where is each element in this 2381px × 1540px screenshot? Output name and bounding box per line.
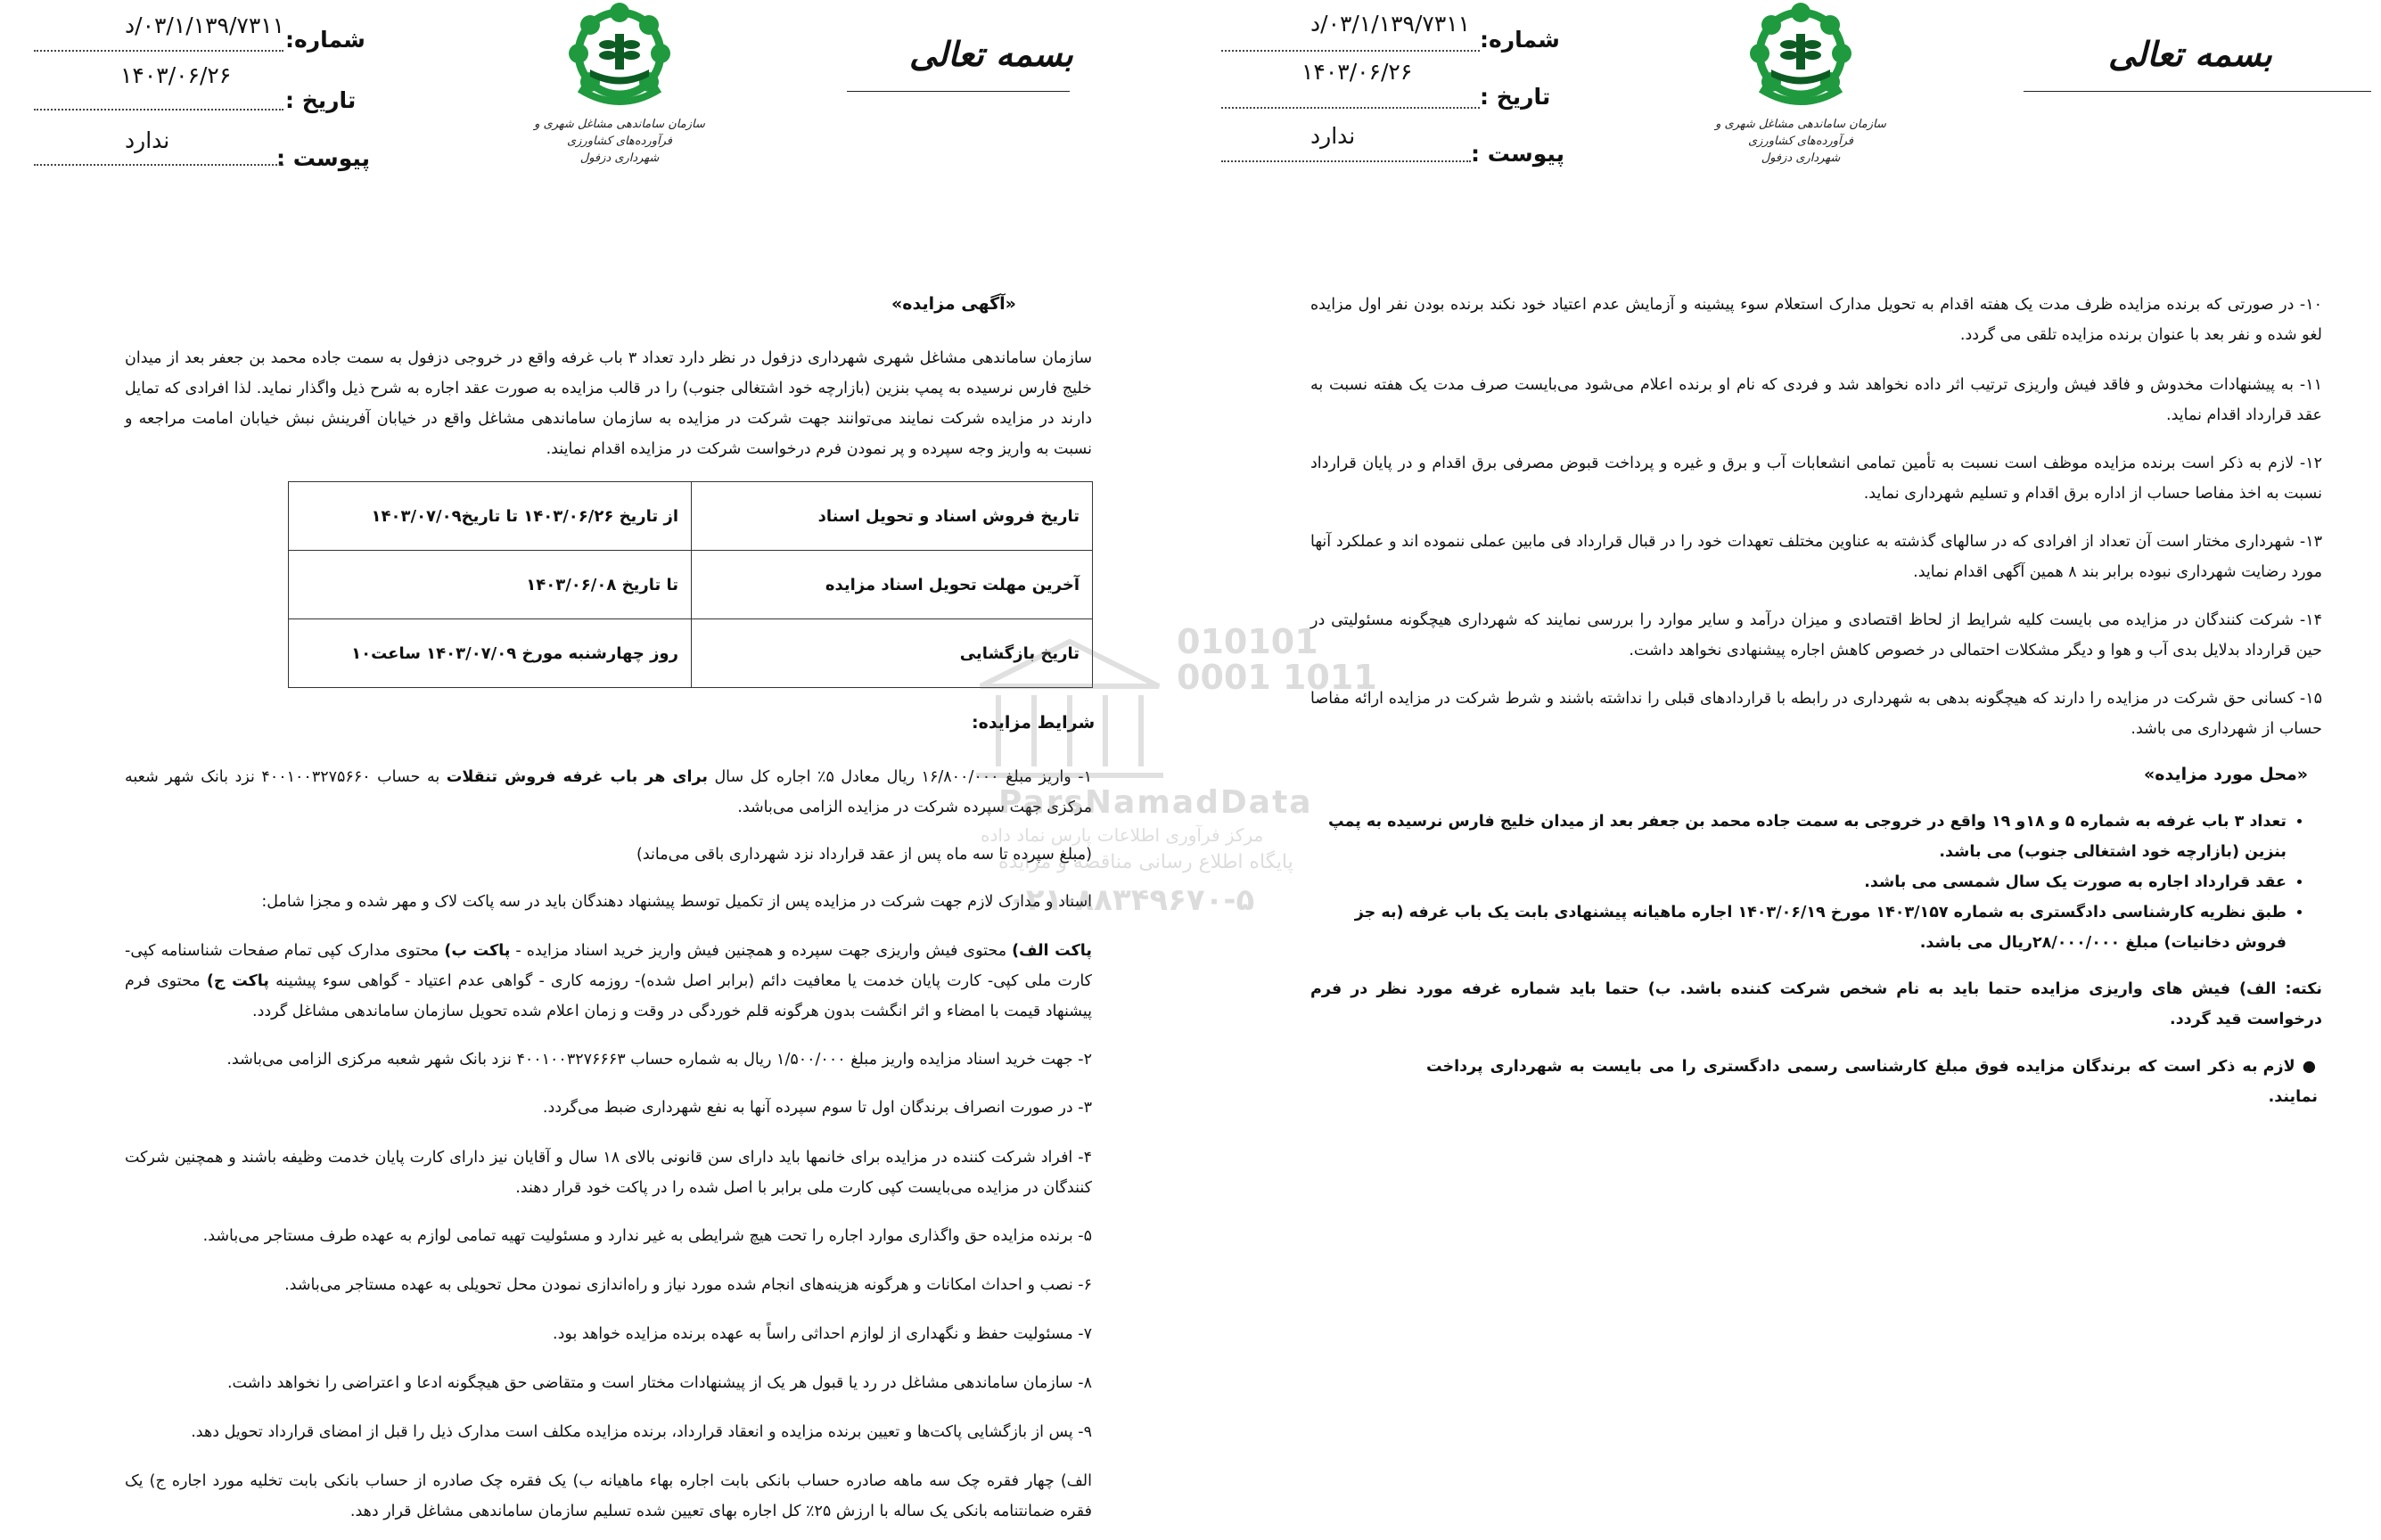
attachment-value: ندارد <box>1310 123 1356 149</box>
bullet-icon: ● <box>2302 1058 2319 1076</box>
attachment-label: پیوست : <box>276 145 371 171</box>
org-name-line2: شهرداری دزفول <box>579 152 660 165</box>
list-item: • عقد قرارداد اجاره به صورت یک سال شمسی می باشد. <box>1310 867 2287 897</box>
list-item: • تعداد ۳ باب غرفه به شماره ۵ و ۱۸و ۱۹ واقع در خروجی به سمت جاده محمد بن جعفر بعد از میدان خلیج فارس نرسیده به پمپ بنزین (بازارچه خود اشتغالی جنوب) می باشد. <box>1310 807 2287 867</box>
condition-9-details: الف) چهار فقره چک سه ماهه صادره حساب بانکی بابت اجاره بهاء ماهیانه ب) یک فقره چک صادره از حساب بانکی بابت تخلیه مورد اجاره ج) یک فقره ضمانتنامه بانکی یک ساله با ارزش ۲۵٪ کل اجاره بهای تعیین شده تسلیم سازمان ساماندهی مشاغل قرار دهد. <box>125 1472 1092 1520</box>
condition-10: ۱۰- در صورتی که برنده مزایده ظرف مدت یک هفته اقدام به تحویل مدارک استعلام سوء پیشینه و آزمایش عدم اعتیاد خود نکند برنده بودن نفر اول مزایده لغو شده و نفر بعد با عنوان برنده مزایده تلقی می گردد. <box>1310 296 2322 344</box>
logo-emblem-icon <box>1707 0 1894 116</box>
watermark-phone: ۰۲۱-۸۸۳۴۹۶۷۰-۵ <box>1007 882 1255 918</box>
number-label: شماره: <box>1480 27 1560 53</box>
condition-1-highlight: برای هر باب غرفه فروش تنقلات <box>446 768 708 786</box>
conditions-title: شرایط مزایده: <box>972 713 1096 733</box>
date-label: تاریخ : <box>285 87 357 113</box>
bismillah-heading: بسمه تعالی <box>2108 34 2272 74</box>
envelope-b-text: محتوی مدارک کپی تمام صفحات شناسنامه کپی- کارت ملی کپی- کارت پایان خدمت یا معافیت دائم (برابر اصل شده)- روزمه کاری - گواهی عدم اعتیاد - گواهی سوء پیشینه <box>125 942 1092 990</box>
note-text: نکته: الف) فیش های واریزی مزایده حتما باید به نام شخص شرکت کننده باشد. ب) حتما باید شماره غرفه مورد نظر در فرم درخواست قید گردد. <box>1310 980 2322 1028</box>
schedule-value: از تاریخ ۱۴۰۳/۰۶/۲۶ تا تاریخ۱۴۰۳/۰۷/۰۹ <box>289 482 692 551</box>
condition-5: ۵- برنده مزایده حق واگذاری موارد اجاره را تحت هیچ شرایطی به غیر ندارد و مسئولیت تهیه تمامی لوازم به عهده طرف مستاجر می‌باشد. <box>202 1227 1092 1245</box>
number-value: ۰۳/۱/۱۳۹/۷۳۱۱/د <box>125 12 285 38</box>
condition-8: ۸- سازمان ساماندهی مشاغل در رد یا قبول هر یک از پیشنهادات مختار است و متقاضی حق هیچگونه ادعا و اعتراضی را نخواهد داشت. <box>226 1374 1092 1392</box>
notice-intro: سازمان ساماندهی مشاغل شهری شهرداری دزفول در نظر دارد تعداد ۳ باب غرفه واقع در خروجی دزفول به سمت جاده محمد بن جعفر بعد از میدان خلیج فارس نرسیده به پمپ بنزین (بازارچه خود اشتغالی جنوب) را در قالب مزایده به صورت عقد اجاره به شرح ذیل واگذار نماید. لذا افرادی که تمایل دارند در مزایده شرکت نمایند می‌توانند جهت شرکت در مزایده به سازمان ساماندهی مشاغل واقع در خیابان آفرینش نبش خیابان امامت مراجعه و نسبت به واریز وجه سپرده و پر نمودن فرم درخواست شرکت در مزایده اقدام نمایند. <box>125 349 1093 458</box>
envelope-c-text: محتوی فرم پیشنهاد قیمت با امضاء و اثر انگشت بدون هرگونه قلم خوردگی در وقت و زمان اعلام شده تحویل سازمان ساماندهی مشاغل گردد. <box>125 972 1092 1020</box>
watermark-digits: 010101 0001 1011 <box>1177 622 1377 697</box>
bismillah-heading: بسمه تعالی <box>909 34 1073 74</box>
envelope-a-text: محتوی فیش واریزی جهت سپرده و همچنین فیش واریز خرید اسناد مزایده - <box>515 942 1007 960</box>
condition-6: ۶- نصب و احداث امکانات و هرگونه هزینه‌های انجام شده مورد نیاز و راه‌اندازی نمودن محل تحویلی به عهده مستاجر می‌باشد. <box>284 1276 1092 1294</box>
condition-3: ۳- در صورت انصراف برندگان اول تا سوم سپرده آنها به نفع شهرداری ضبط می‌گردد. <box>542 1099 1092 1117</box>
watermark-subtitle-2: پایگاه اطلاع رسانی مناقصه و مزایده <box>998 851 1293 873</box>
watermark-subtitle-1: مرکز فرآوری اطلاعات پارس نماد داده <box>981 824 1264 846</box>
schedule-value: تا تاریخ ۱۴۰۳/۰۶/۰۸ <box>289 551 692 619</box>
final-note-text: لازم به ذکر است که برندگان مزایده فوق مبلغ کارشناسی رسمی دادگستری را می بایست به شهرداری پرداخت نمایند. <box>1426 1058 2318 1106</box>
condition-11: ۱۱- به پیشنهادات مخدوش و فاقد فیش واریزی ترتیب اثر داده نخواهد شد و فردی که نام او برنده اعلام می‌شود می‌بایست صرف مدت یک هفته نسبت به عقد قرارداد اقدام نماید. <box>1310 376 2322 424</box>
attachment-value: ندارد <box>125 127 170 153</box>
condition-9: ۹- پس از بازگشایی پاکت‌ها و تعیین برنده مزایده و انعقاد قرارداد، برنده مزایده مکلف است مدارک ذیل را قبل از امضای قرارداد تحویل دهد. <box>191 1423 1092 1441</box>
condition-7: ۷- مسئولیت حفظ و نگهداری از لوازم احداثی راساً به عهده برنده مزایده خواهد بود. <box>553 1325 1092 1343</box>
envelope-a-label: پاکت الف) <box>1012 942 1092 960</box>
condition-12: ۱۲- لازم به ذکر است برنده مزایده موظف است نسبت به تأمین تمامی انشعابات آب و برق و غیره و پرداخت قبوض مصرفی برق اقدام و در پایان قرارداد نسبت به اخذ مفاصا حساب از اداره برق اقدام و تسلیم شهرداری نماید. <box>1310 455 2322 503</box>
schedule-label: تاریخ فروش اسناد و تحویل اسناد <box>692 482 1093 551</box>
bismillah-underline <box>2024 91 2371 92</box>
date-value: ۱۴۰۳/۰۶/۲۶ <box>120 62 232 88</box>
condition-1-text-a: ۱- واریز مبلغ ۱۶/۸۰۰/۰۰۰ ریال معادل ۵٪ اجاره کل سال <box>714 768 1092 786</box>
date-label: تاریخ : <box>1480 84 1551 110</box>
envelope-c-label: پاکت ج) <box>206 972 269 990</box>
org-name-line1: سازمان ساماندهی مشاغل شهری و فرآورده‌های کشاورزی <box>1715 118 1886 148</box>
location-title: «محل مورد مزایده» <box>2144 765 2308 784</box>
location-bullets <box>1310 807 2306 958</box>
condition-2: ۲- جهت خرید اسناد مزایده واریز مبلغ ۱/۵۰۰/۰۰۰ ریال به شماره حساب ۴۰۰۱۰۰۳۲۷۶۶۶۳ نزد بانک شهر شعبه مرکزی الزامی می‌باشد. <box>226 1051 1092 1069</box>
final-note <box>1426 1052 2318 1112</box>
org-name-line2: شهرداری دزفول <box>1761 152 1841 165</box>
condition-4: ۴- افراد شرکت کننده در مزایده برای خانمها باید دارای سن قانونی بالای ۱۸ سال و آقایان نیز دارای کارت پایان خدمت وظیفه باشند و همچنین شرکت کنندگان در مزایده می‌بایست کپی کارت ملی برابر با اصل شده را در پاکت خود قرار دهند. <box>125 1149 1092 1197</box>
condition-1-text-c: به حساب ۴۰۰۱۰۰۳۲۷۵۶۶۰ نزد بانک شهر شعبه مرکزی جهت سپرده شرکت در مزایده الزامی می‌باشد. <box>125 768 1092 816</box>
schedule-label: تاریخ بازگشایی <box>692 619 1093 688</box>
documents-intro: اسناد و مدارک لازم جهت شرکت در مزایده پس از تکمیل توسط پیشنهاد دهندگان باید در سه پاکت لاک و مهر شده و مجزا شامل: <box>261 893 1092 911</box>
list-item: • طبق نظریه کارشناسی دادگستری به شماره ۱۴۰۳/۱۵۷ مورخ ۱۴۰۳/۰۶/۱۹ اجاره ماهیانه پیشنهادی بابت یک باب غرفه (به جز فروش دخانیات) مبلغ ۲۸/۰۰۰/۰۰۰ریال می باشد. <box>1310 897 2287 958</box>
condition-14: ۱۴- شرکت کنندگان در مزایده می بایست کلیه شرایط از لحاظ اقتصادی و میزان درآمد و سایر موارد را بررسی نمایند که شهرداری هیچگونه مسئولیتی در حین قرارداد بدلایل بدی آب و هوا و دیگر مشکلات احتمالی در خصوص کاهش اجاره پیشنهادی نخواهد داشت. <box>1310 611 2322 659</box>
attachment-dotted-line <box>1221 160 1471 162</box>
number-value: ۰۳/۱/۱۳۹/۷۳۱۱/د <box>1310 11 1471 37</box>
schedule-label: آخرین مهلت تحویل اسناد مزایده <box>692 551 1093 619</box>
date-value: ۱۴۰۳/۰۶/۲۶ <box>1301 59 1413 85</box>
condition-1-note: (مبلغ سپرده تا سه ماه پس از عقد قرارداد نزد شهرداری باقی می‌ماند) <box>636 846 1092 864</box>
notice-title: «آگهی مزایده» <box>891 294 1016 314</box>
number-label: شماره: <box>285 27 365 53</box>
date-dotted-line <box>1221 107 1480 109</box>
condition-15: ۱۵- کسانی حق شرکت در مزایده را دارند که هیچگونه بدهی به شهرداری در رابطه با قراردادهای قبلی را نداشته باشند و شرط شرکت در مزایده ارائه مفاصا حساب از شهرداری می باشد. <box>1310 690 2322 738</box>
schedule-value: روز چهارشنبه مورخ ۱۴۰۳/۰۷/۰۹ ساعت۱۰ <box>289 619 692 688</box>
attachment-label: پیوست : <box>1471 141 1565 167</box>
watermark-brand: ParsNamadData <box>998 784 1313 821</box>
org-name-line1: سازمان ساماندهی مشاغل شهری و فرآورده‌های کشاورزی <box>534 118 705 148</box>
condition-13: ۱۳- شهرداری مختار است آن تعداد از افرادی که در سالهای گذشته به عناوین مختلف تعهدات خود را در قبال قرارداد فی مابین عملی ننموده اند و عملکرد آنها مورد رضایت شهرداری نبوده برابر بند ۸ همین آگهی اقدام نماید. <box>1310 533 2322 581</box>
organization-logo <box>1707 0 1894 165</box>
envelope-b-label: پاکت ب) <box>444 942 511 960</box>
number-dotted-line <box>1221 50 1480 52</box>
